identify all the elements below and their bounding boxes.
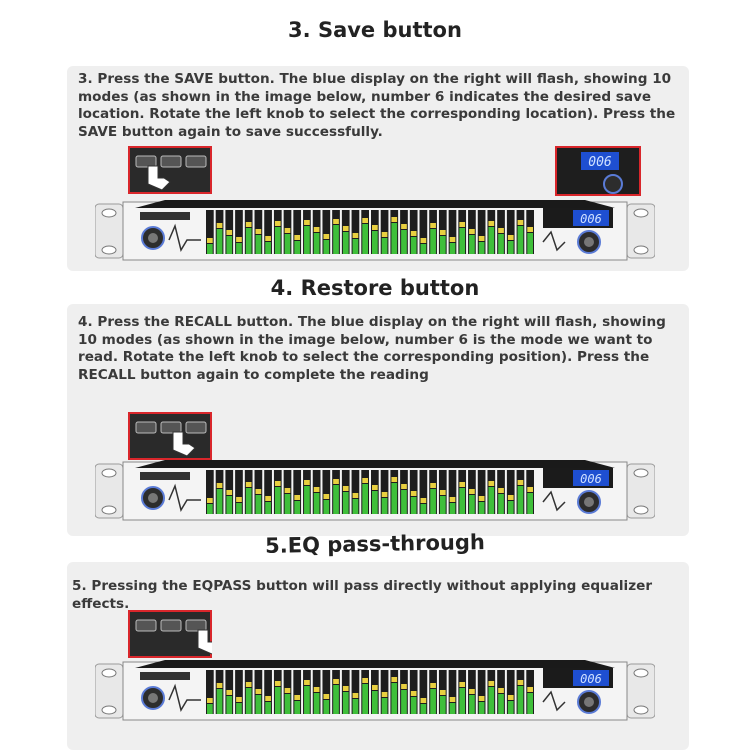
svg-text:006: 006 bbox=[580, 212, 602, 226]
svg-text:006: 006 bbox=[580, 472, 602, 486]
svg-text:006: 006 bbox=[588, 155, 612, 170]
section-title-eq-pass: 5.EQ pass-through bbox=[264, 530, 486, 558]
equalizer-unit-image bbox=[95, 658, 655, 724]
svg-text:006: 006 bbox=[580, 672, 602, 686]
eq-pass-description: 5. Pressing the EQPASS button will pass directly without applying equalizer effects. bbox=[72, 578, 653, 612]
display-zoom bbox=[555, 146, 641, 200]
restore-description: 4. Press the RECALL button. The blue display on the right will flash, showing 10 modes (as shown in the image below, number 6 is the mode we want to read. Rotate the left knob to select the corresponding position). Press the RECALL button again to complete the reading bbox=[78, 314, 666, 383]
equalizer-unit-image bbox=[95, 458, 655, 524]
recall-button-zoom bbox=[128, 412, 212, 464]
save-description: 3. Press the SAVE button. The blue display on the right will flash, showing 10 modes (as shown in the image below, number 6 indicates the desired save location. Rotate the left knob to select the corresponding location). Press the SAVE button again to save successfully. bbox=[78, 71, 676, 140]
section-title-save: 3. Save button bbox=[288, 18, 462, 42]
section-title-restore: 4. Restore button bbox=[270, 276, 480, 300]
save-button-zoom bbox=[128, 146, 212, 198]
eqpass-button-zoom bbox=[128, 610, 212, 662]
equalizer-unit-image bbox=[95, 198, 655, 264]
